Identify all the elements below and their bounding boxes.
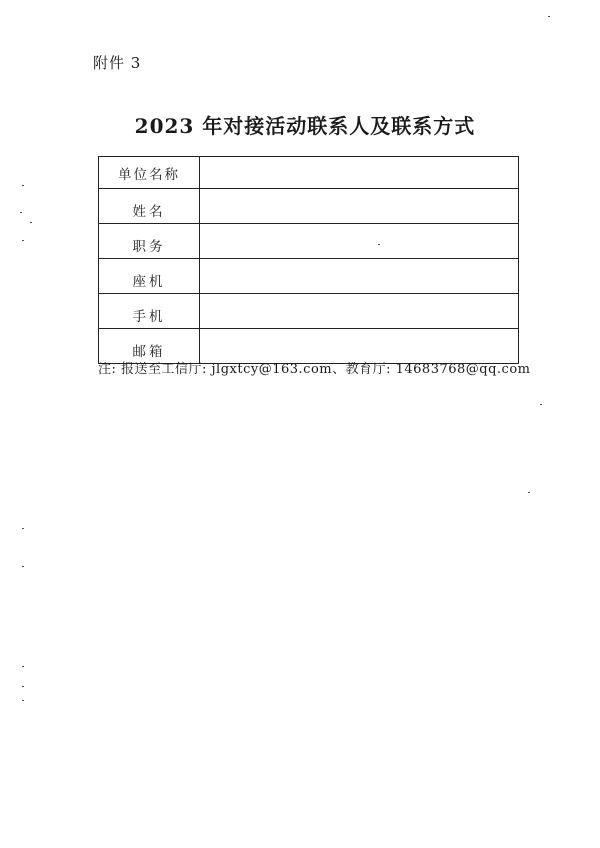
table-row-position xyxy=(99,224,519,259)
row-label: 手机 xyxy=(99,294,200,329)
row-label: 姓名 xyxy=(99,189,200,224)
scan-speck xyxy=(22,566,24,567)
contact-table xyxy=(98,156,519,364)
row-label: 职务 xyxy=(99,224,200,259)
row-value-field[interactable] xyxy=(200,189,519,224)
table-row-landline xyxy=(99,259,519,294)
scan-speck xyxy=(540,404,542,405)
scan-speck xyxy=(22,528,24,529)
scan-speck xyxy=(22,686,24,687)
row-value-field[interactable] xyxy=(200,259,519,294)
document-title: 2023 年对接活动联系人及联系方式 xyxy=(134,114,476,138)
scan-speck xyxy=(22,666,24,667)
scan-speck xyxy=(378,244,380,245)
attachment-label: 附件 3 xyxy=(93,54,142,72)
scan-speck xyxy=(22,185,24,186)
row-label: 邮箱 xyxy=(99,329,200,364)
row-label: 座机 xyxy=(99,259,200,294)
table-row-mobile xyxy=(99,294,519,329)
scan-speck xyxy=(22,700,24,701)
submission-note: 注: 报送至工信厅: jlgxtcy@163.com、教育厅: 14683768@qq.com xyxy=(98,362,531,377)
row-value-field[interactable] xyxy=(200,157,519,189)
table-row-unit-name xyxy=(99,157,519,189)
row-value-field[interactable] xyxy=(200,224,519,259)
scan-speck xyxy=(20,212,22,213)
scan-speck xyxy=(528,492,530,493)
table-row-name xyxy=(99,189,519,224)
row-label: 单位名称 xyxy=(99,157,200,189)
row-value-field[interactable] xyxy=(200,294,519,329)
scan-speck xyxy=(22,240,24,241)
scan-speck xyxy=(30,222,32,223)
scan-speck xyxy=(548,16,550,17)
